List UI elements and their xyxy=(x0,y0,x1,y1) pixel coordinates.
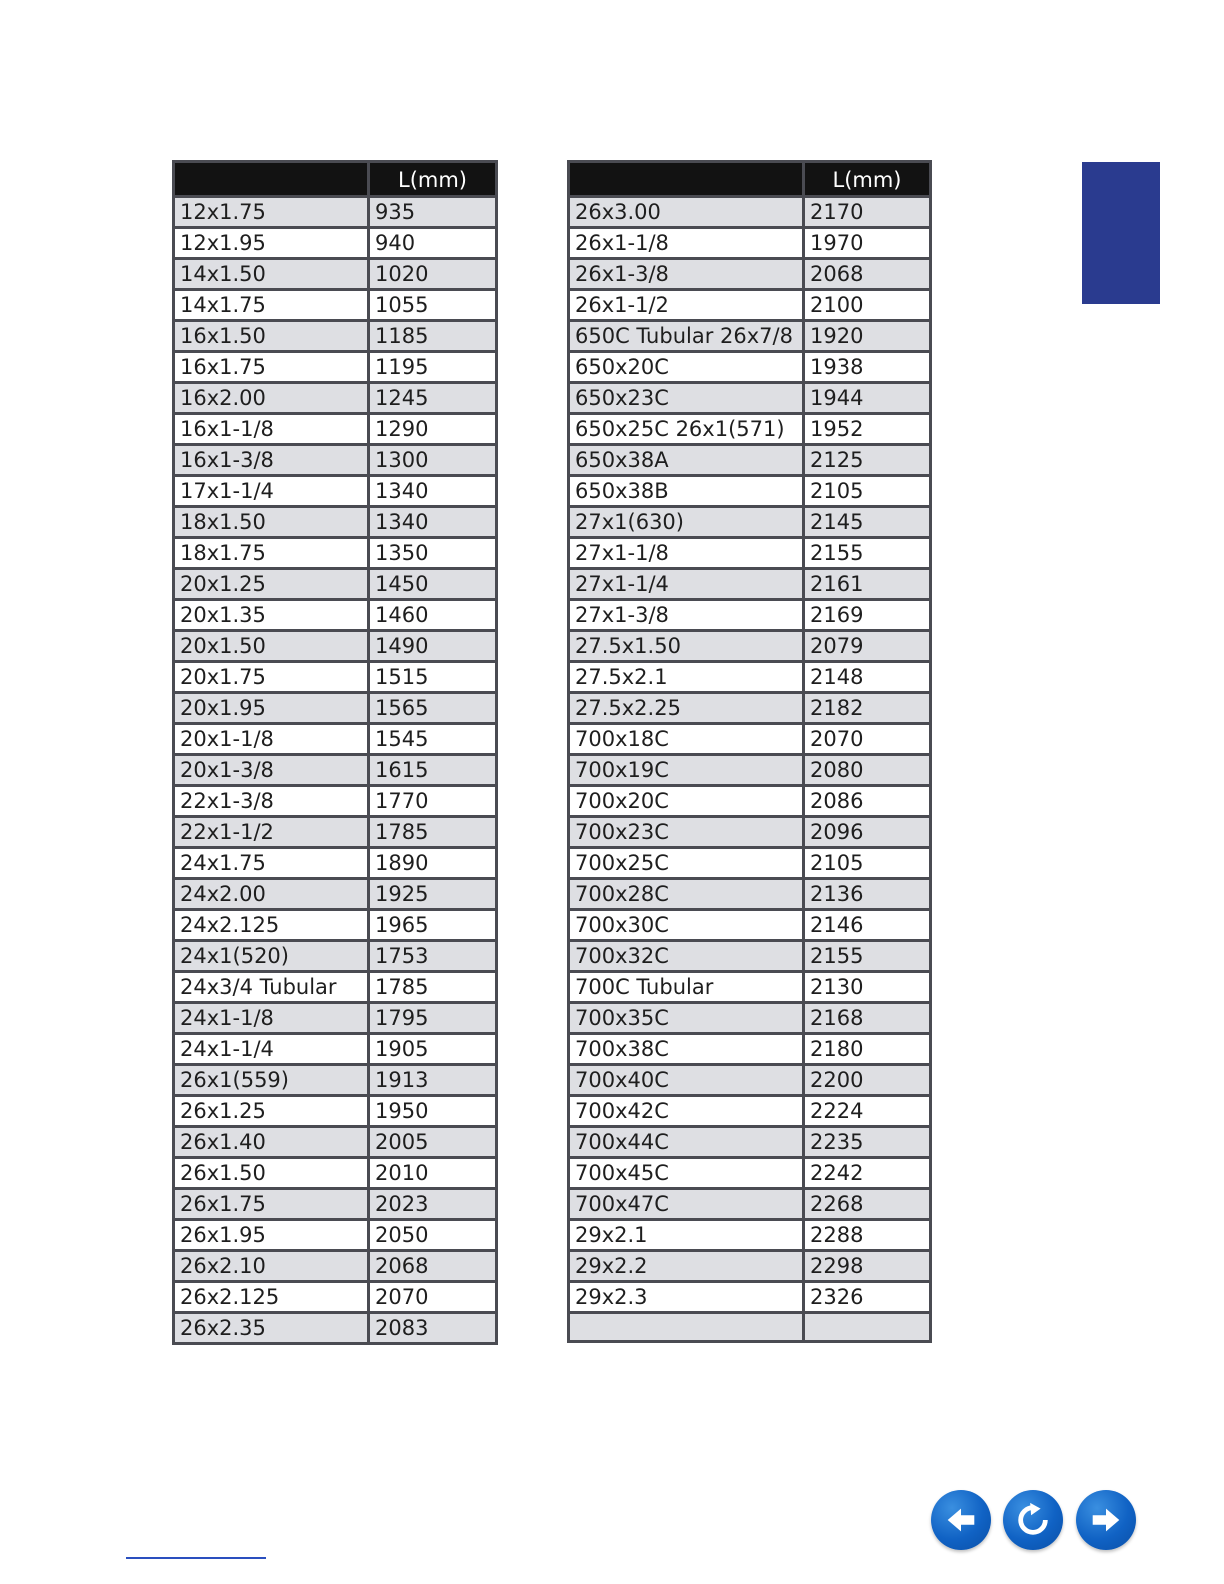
tire-size-cell: 24x2.00 xyxy=(174,879,369,910)
tire-size-cell: 29x2.1 xyxy=(569,1220,804,1251)
table-row xyxy=(174,693,497,724)
table-row xyxy=(569,228,931,259)
table-row xyxy=(569,1189,931,1220)
tire-size-cell: 18x1.50 xyxy=(174,507,369,538)
table-header-row xyxy=(174,162,497,197)
tire-size-table-left xyxy=(172,160,498,1345)
length-mm-cell: 940 xyxy=(369,228,497,259)
table-row xyxy=(569,569,931,600)
section-tab-marker xyxy=(1082,162,1160,304)
length-mm-cell: 1753 xyxy=(369,941,497,972)
tire-size-cell: 700x30C xyxy=(569,910,804,941)
tire-size-cell: 26x1.95 xyxy=(174,1220,369,1251)
length-mm-cell: 1905 xyxy=(369,1034,497,1065)
tire-size-cell: 18x1.75 xyxy=(174,538,369,569)
length-mm-cell: 1245 xyxy=(369,383,497,414)
length-mm-cell: 2010 xyxy=(369,1158,497,1189)
tire-size-cell: 20x1.35 xyxy=(174,600,369,631)
table-row xyxy=(174,1096,497,1127)
tire-size-cell: 22x1-3/8 xyxy=(174,786,369,817)
length-mm-cell: 2288 xyxy=(804,1220,931,1251)
table-row xyxy=(569,1127,931,1158)
tire-size-cell: 22x1-1/2 xyxy=(174,817,369,848)
length-mm-cell: 1490 xyxy=(369,631,497,662)
table-row xyxy=(569,1282,931,1313)
table-row xyxy=(569,1034,931,1065)
tire-size-cell: 700x38C xyxy=(569,1034,804,1065)
table-row xyxy=(174,445,497,476)
length-mm-cell: 2086 xyxy=(804,786,931,817)
tire-size-cell: 27x1-1/4 xyxy=(569,569,804,600)
tire-size-cell: 27x1(630) xyxy=(569,507,804,538)
tire-size-cell: 27x1-3/8 xyxy=(569,600,804,631)
table-row xyxy=(174,1003,497,1034)
length-mm-cell: 2050 xyxy=(369,1220,497,1251)
tire-size-cell: 700x28C xyxy=(569,879,804,910)
table-row xyxy=(569,848,931,879)
tire-size-cell: 650x38B xyxy=(569,476,804,507)
length-mm-cell xyxy=(804,1313,931,1342)
length-mm-cell: 1944 xyxy=(804,383,931,414)
length-mm-cell: 2136 xyxy=(804,879,931,910)
length-mm-cell: 1020 xyxy=(369,259,497,290)
table-row xyxy=(174,879,497,910)
size-column-header xyxy=(569,162,804,197)
table-row xyxy=(569,1003,931,1034)
table-row xyxy=(569,662,931,693)
tire-size-cell: 12x1.95 xyxy=(174,228,369,259)
tire-size-cell: 650x23C xyxy=(569,383,804,414)
tire-size-cell: 20x1-1/8 xyxy=(174,724,369,755)
table-row xyxy=(174,910,497,941)
tire-size-cell xyxy=(569,1313,804,1342)
length-column-header: L(mm) xyxy=(369,162,497,197)
tire-size-cell: 26x2.125 xyxy=(174,1282,369,1313)
table-row xyxy=(174,321,497,352)
length-mm-cell: 1450 xyxy=(369,569,497,600)
tire-size-cell: 27x1-1/8 xyxy=(569,538,804,569)
length-mm-cell: 1340 xyxy=(369,476,497,507)
length-mm-cell: 2169 xyxy=(804,600,931,631)
refresh-icon xyxy=(1014,1501,1052,1539)
length-mm-cell: 2070 xyxy=(804,724,931,755)
tire-size-cell: 26x1.40 xyxy=(174,1127,369,1158)
length-mm-cell: 2180 xyxy=(804,1034,931,1065)
tire-size-cell: 29x2.2 xyxy=(569,1251,804,1282)
length-mm-cell: 2161 xyxy=(804,569,931,600)
table-row xyxy=(174,352,497,383)
table-row xyxy=(174,631,497,662)
size-column-header xyxy=(174,162,369,197)
table-row xyxy=(174,941,497,972)
tire-size-cell: 26x2.35 xyxy=(174,1313,369,1344)
table-row xyxy=(174,476,497,507)
table-row xyxy=(569,693,931,724)
length-mm-cell: 2326 xyxy=(804,1282,931,1313)
length-mm-cell: 1965 xyxy=(369,910,497,941)
table-row xyxy=(569,1313,931,1342)
length-mm-cell: 2096 xyxy=(804,817,931,848)
table-row xyxy=(174,1158,497,1189)
table-row xyxy=(569,1096,931,1127)
tire-size-cell: 24x1.75 xyxy=(174,848,369,879)
tire-size-cell: 26x1(559) xyxy=(174,1065,369,1096)
tire-size-cell: 27.5x1.50 xyxy=(569,631,804,662)
table-row xyxy=(569,817,931,848)
table-row xyxy=(569,724,931,755)
tire-size-cell: 20x1.95 xyxy=(174,693,369,724)
tire-size-cell: 17x1-1/4 xyxy=(174,476,369,507)
table-row xyxy=(569,786,931,817)
length-mm-cell: 2224 xyxy=(804,1096,931,1127)
next-page-button[interactable] xyxy=(1076,1490,1136,1550)
tire-size-cell: 24x3/4 Tubular xyxy=(174,972,369,1003)
table-row xyxy=(174,383,497,414)
length-mm-cell: 1300 xyxy=(369,445,497,476)
table-row xyxy=(569,1220,931,1251)
table-row xyxy=(174,786,497,817)
length-mm-cell: 2005 xyxy=(369,1127,497,1158)
table-row xyxy=(174,817,497,848)
tire-size-cell: 16x1.50 xyxy=(174,321,369,352)
length-mm-cell: 1938 xyxy=(804,352,931,383)
tire-size-cell: 650C Tubular 26x7/8 xyxy=(569,321,804,352)
tire-size-cell: 700x44C xyxy=(569,1127,804,1158)
table-row xyxy=(569,290,931,321)
table-row xyxy=(569,941,931,972)
tire-size-cell: 24x2.125 xyxy=(174,910,369,941)
table-header-row xyxy=(569,162,931,197)
length-mm-cell: 2080 xyxy=(804,755,931,786)
table-row xyxy=(569,414,931,445)
table-row xyxy=(174,259,497,290)
tire-size-cell: 27.5x2.1 xyxy=(569,662,804,693)
table-row xyxy=(174,755,497,786)
length-mm-cell: 2182 xyxy=(804,693,931,724)
length-mm-cell: 2083 xyxy=(369,1313,497,1344)
tire-size-cell: 14x1.50 xyxy=(174,259,369,290)
tire-size-cell: 14x1.75 xyxy=(174,290,369,321)
table-row xyxy=(569,631,931,662)
table-row xyxy=(569,1158,931,1189)
tire-size-cell: 700x42C xyxy=(569,1096,804,1127)
length-mm-cell: 2268 xyxy=(804,1189,931,1220)
length-mm-cell: 2125 xyxy=(804,445,931,476)
length-mm-cell: 2105 xyxy=(804,848,931,879)
length-mm-cell: 2200 xyxy=(804,1065,931,1096)
table-row xyxy=(174,1127,497,1158)
tire-size-cell: 700x23C xyxy=(569,817,804,848)
tire-size-cell: 700x40C xyxy=(569,1065,804,1096)
length-mm-cell: 2068 xyxy=(369,1251,497,1282)
length-mm-cell: 2235 xyxy=(804,1127,931,1158)
tire-size-cell: 700x18C xyxy=(569,724,804,755)
table-row xyxy=(174,414,497,445)
tire-size-cell: 16x1-3/8 xyxy=(174,445,369,476)
length-mm-cell: 2155 xyxy=(804,538,931,569)
table-row xyxy=(174,724,497,755)
tire-size-table-right xyxy=(567,160,932,1343)
arrow-left-icon xyxy=(942,1501,980,1539)
tire-size-cell: 700C Tubular xyxy=(569,972,804,1003)
length-mm-cell: 935 xyxy=(369,197,497,228)
table-row xyxy=(569,879,931,910)
length-mm-cell: 1545 xyxy=(369,724,497,755)
table-row xyxy=(569,755,931,786)
table-row xyxy=(569,321,931,352)
table-row xyxy=(569,445,931,476)
table-row xyxy=(174,569,497,600)
length-mm-cell: 1920 xyxy=(804,321,931,352)
length-mm-cell: 1340 xyxy=(369,507,497,538)
length-mm-cell: 2242 xyxy=(804,1158,931,1189)
tire-size-cell: 24x1(520) xyxy=(174,941,369,972)
table-row xyxy=(174,1282,497,1313)
table-row xyxy=(569,507,931,538)
length-mm-cell: 2068 xyxy=(804,259,931,290)
previous-page-button[interactable] xyxy=(931,1490,991,1550)
table-row xyxy=(569,910,931,941)
tire-size-cell: 700x25C xyxy=(569,848,804,879)
length-mm-cell: 1952 xyxy=(804,414,931,445)
length-mm-cell: 2298 xyxy=(804,1251,931,1282)
table-row xyxy=(174,197,497,228)
tire-size-cell: 16x1.75 xyxy=(174,352,369,383)
table-row xyxy=(569,259,931,290)
table-row xyxy=(174,538,497,569)
table-row xyxy=(174,1189,497,1220)
tire-size-cell: 26x1.75 xyxy=(174,1189,369,1220)
table-row xyxy=(174,972,497,1003)
table-row xyxy=(569,476,931,507)
table-row xyxy=(569,352,931,383)
length-mm-cell: 2070 xyxy=(369,1282,497,1313)
length-mm-cell: 1890 xyxy=(369,848,497,879)
length-mm-cell: 2130 xyxy=(804,972,931,1003)
tire-size-cell: 650x20C xyxy=(569,352,804,383)
length-mm-cell: 1055 xyxy=(369,290,497,321)
length-mm-cell: 1785 xyxy=(369,972,497,1003)
table-row xyxy=(174,600,497,631)
length-mm-cell: 1195 xyxy=(369,352,497,383)
tire-size-cell: 700x45C xyxy=(569,1158,804,1189)
table-row xyxy=(174,228,497,259)
tire-size-cell: 16x1-1/8 xyxy=(174,414,369,445)
table-row xyxy=(569,538,931,569)
table-row xyxy=(174,1034,497,1065)
length-mm-cell: 2105 xyxy=(804,476,931,507)
tire-size-cell: 20x1.50 xyxy=(174,631,369,662)
tire-size-cell: 700x32C xyxy=(569,941,804,972)
table-row xyxy=(569,1065,931,1096)
tire-size-cell: 29x2.3 xyxy=(569,1282,804,1313)
tire-size-cell: 20x1.25 xyxy=(174,569,369,600)
tire-size-cell: 16x2.00 xyxy=(174,383,369,414)
length-mm-cell: 1460 xyxy=(369,600,497,631)
tire-size-cell: 26x2.10 xyxy=(174,1251,369,1282)
length-mm-cell: 2145 xyxy=(804,507,931,538)
table-row xyxy=(569,383,931,414)
length-mm-cell: 1950 xyxy=(369,1096,497,1127)
length-mm-cell: 2079 xyxy=(804,631,931,662)
tire-size-cell: 26x1-3/8 xyxy=(569,259,804,290)
length-mm-cell: 2155 xyxy=(804,941,931,972)
tire-size-cell: 20x1.75 xyxy=(174,662,369,693)
length-mm-cell: 2148 xyxy=(804,662,931,693)
refresh-button[interactable] xyxy=(1003,1490,1063,1550)
length-mm-cell: 1795 xyxy=(369,1003,497,1034)
length-mm-cell: 2146 xyxy=(804,910,931,941)
table-row xyxy=(174,1220,497,1251)
table-row xyxy=(569,197,931,228)
length-mm-cell: 1350 xyxy=(369,538,497,569)
table-row xyxy=(174,1313,497,1344)
table-row xyxy=(569,1251,931,1282)
length-mm-cell: 2170 xyxy=(804,197,931,228)
table-row xyxy=(174,507,497,538)
table-row xyxy=(174,848,497,879)
tire-size-cell: 26x1-1/2 xyxy=(569,290,804,321)
tire-size-cell: 20x1-3/8 xyxy=(174,755,369,786)
table-row xyxy=(174,662,497,693)
length-mm-cell: 1925 xyxy=(369,879,497,910)
tire-size-cell: 700x20C xyxy=(569,786,804,817)
length-mm-cell: 1290 xyxy=(369,414,497,445)
tire-size-cell: 650x38A xyxy=(569,445,804,476)
table-row xyxy=(174,1065,497,1096)
tire-size-cell: 650x25C 26x1(571) xyxy=(569,414,804,445)
length-mm-cell: 2168 xyxy=(804,1003,931,1034)
table-row xyxy=(174,290,497,321)
length-mm-cell: 1615 xyxy=(369,755,497,786)
tire-size-cell: 26x1.50 xyxy=(174,1158,369,1189)
length-mm-cell: 2023 xyxy=(369,1189,497,1220)
length-mm-cell: 1515 xyxy=(369,662,497,693)
tire-size-cell: 700x35C xyxy=(569,1003,804,1034)
footer-link-underline[interactable] xyxy=(126,1557,266,1559)
table-row xyxy=(569,972,931,1003)
length-mm-cell: 2100 xyxy=(804,290,931,321)
tire-size-cell: 24x1-1/8 xyxy=(174,1003,369,1034)
length-mm-cell: 1913 xyxy=(369,1065,497,1096)
length-mm-cell: 1565 xyxy=(369,693,497,724)
length-column-header: L(mm) xyxy=(804,162,931,197)
table-row xyxy=(174,1251,497,1282)
tire-size-cell: 26x3.00 xyxy=(569,197,804,228)
length-mm-cell: 1970 xyxy=(804,228,931,259)
length-mm-cell: 1785 xyxy=(369,817,497,848)
length-mm-cell: 1770 xyxy=(369,786,497,817)
tire-size-cell: 700x19C xyxy=(569,755,804,786)
arrow-right-icon xyxy=(1087,1501,1125,1539)
tire-size-cell: 12x1.75 xyxy=(174,197,369,228)
tire-size-cell: 27.5x2.25 xyxy=(569,693,804,724)
length-mm-cell: 1185 xyxy=(369,321,497,352)
tire-size-cell: 26x1.25 xyxy=(174,1096,369,1127)
tire-size-cell: 700x47C xyxy=(569,1189,804,1220)
tire-size-cell: 26x1-1/8 xyxy=(569,228,804,259)
table-row xyxy=(569,600,931,631)
tire-size-cell: 24x1-1/4 xyxy=(174,1034,369,1065)
